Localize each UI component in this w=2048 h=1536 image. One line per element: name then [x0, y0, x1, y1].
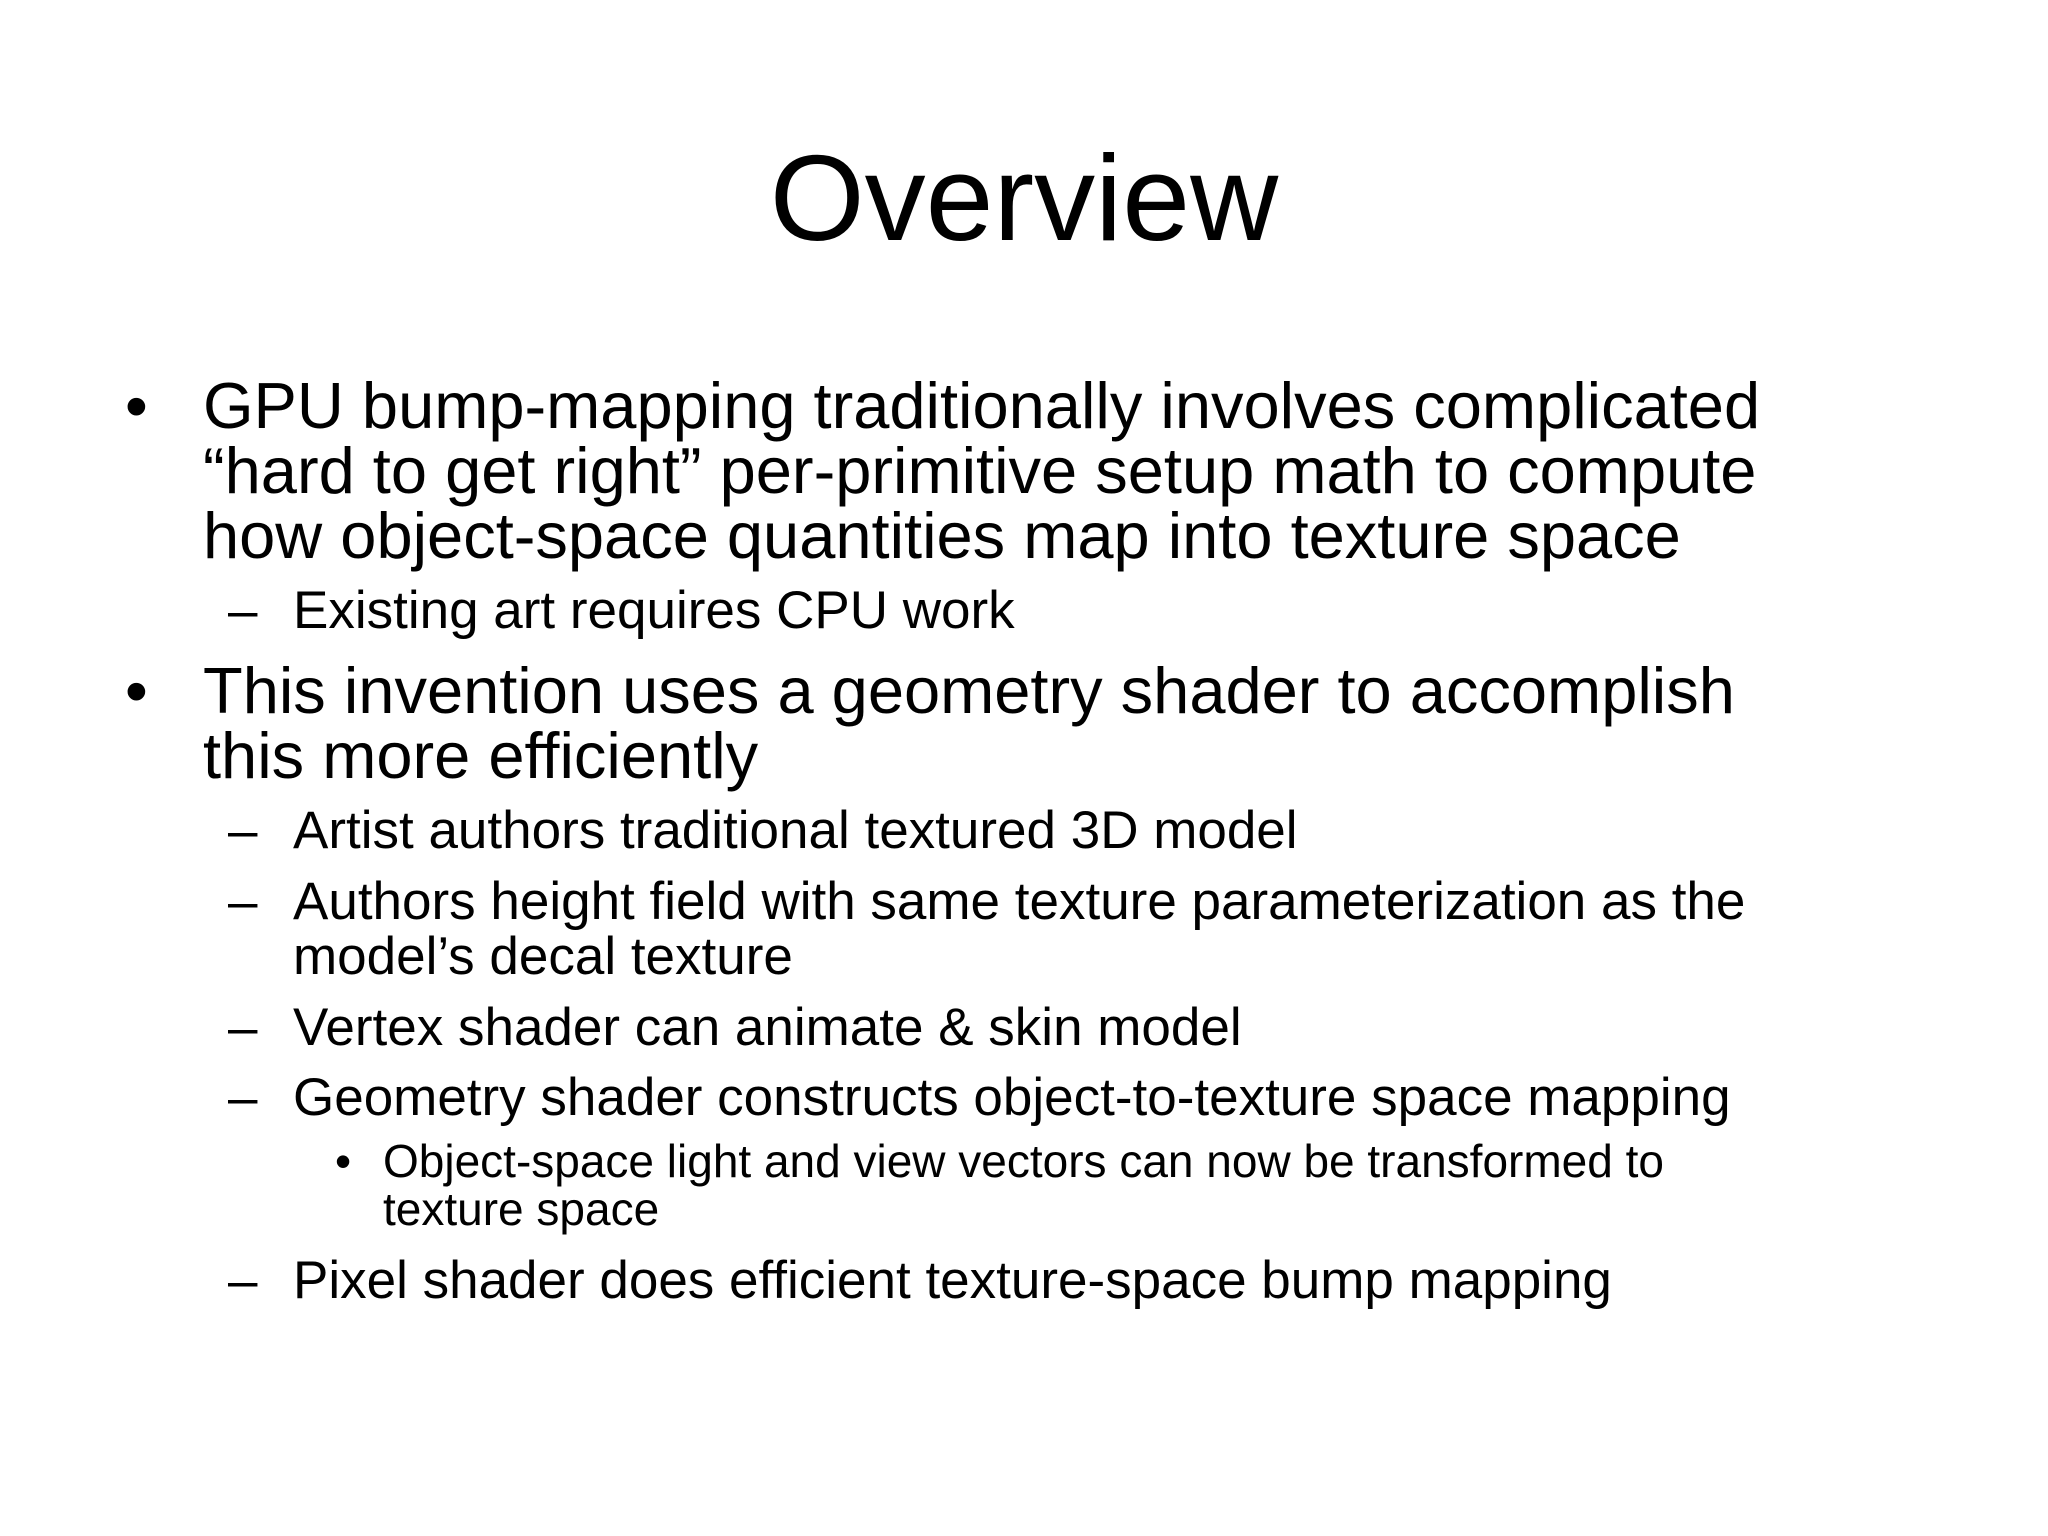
dash-marker: – [228, 1068, 258, 1127]
sub-bullet-text-line: Existing art requires CPU work [293, 581, 1015, 640]
bullet-text-line: This invention uses a geometry shader to accomplish [203, 654, 1735, 727]
sub-bullet-text-line: Pixel shader does efficient texture-space bump mapping [293, 1251, 1612, 1310]
dash-marker: – [228, 1251, 258, 1310]
bullet-text-line: GPU bump-mapping traditionally involves complicated [203, 369, 1761, 442]
dash-marker: – [228, 801, 258, 860]
bullet-text-line: how object-space quantities map into texture space [203, 499, 1681, 572]
sub-bullet-text-line: Geometry shader constructs object-to-texture space mapping [293, 1068, 1731, 1127]
bullet-marker: • [125, 369, 148, 442]
sub-bullet-text-line: Authors height field with same texture parameterization as the [293, 872, 1746, 931]
bullet-marker: • [125, 654, 148, 727]
sub-bullet-text-line: model’s decal texture [293, 927, 793, 986]
bullet-marker: • [335, 1135, 352, 1187]
sub-sub-bullet-text-line: Object-space light and view vectors can now be transformed to [383, 1135, 1664, 1187]
dash-marker: – [228, 998, 258, 1057]
dash-marker: – [228, 581, 258, 640]
sub-bullet-text-line: Artist authors traditional textured 3D model [293, 801, 1298, 860]
slide-title: Overview [769, 130, 1279, 266]
bullet-text-line: this more efficiently [203, 719, 759, 792]
sub-bullet-text-line: Vertex shader can animate & skin model [293, 998, 1242, 1057]
bullet-text-line: “hard to get right” per-primitive setup math to compute [203, 434, 1757, 507]
sub-sub-bullet-text-line: texture space [383, 1183, 660, 1235]
dash-marker: – [228, 872, 258, 931]
